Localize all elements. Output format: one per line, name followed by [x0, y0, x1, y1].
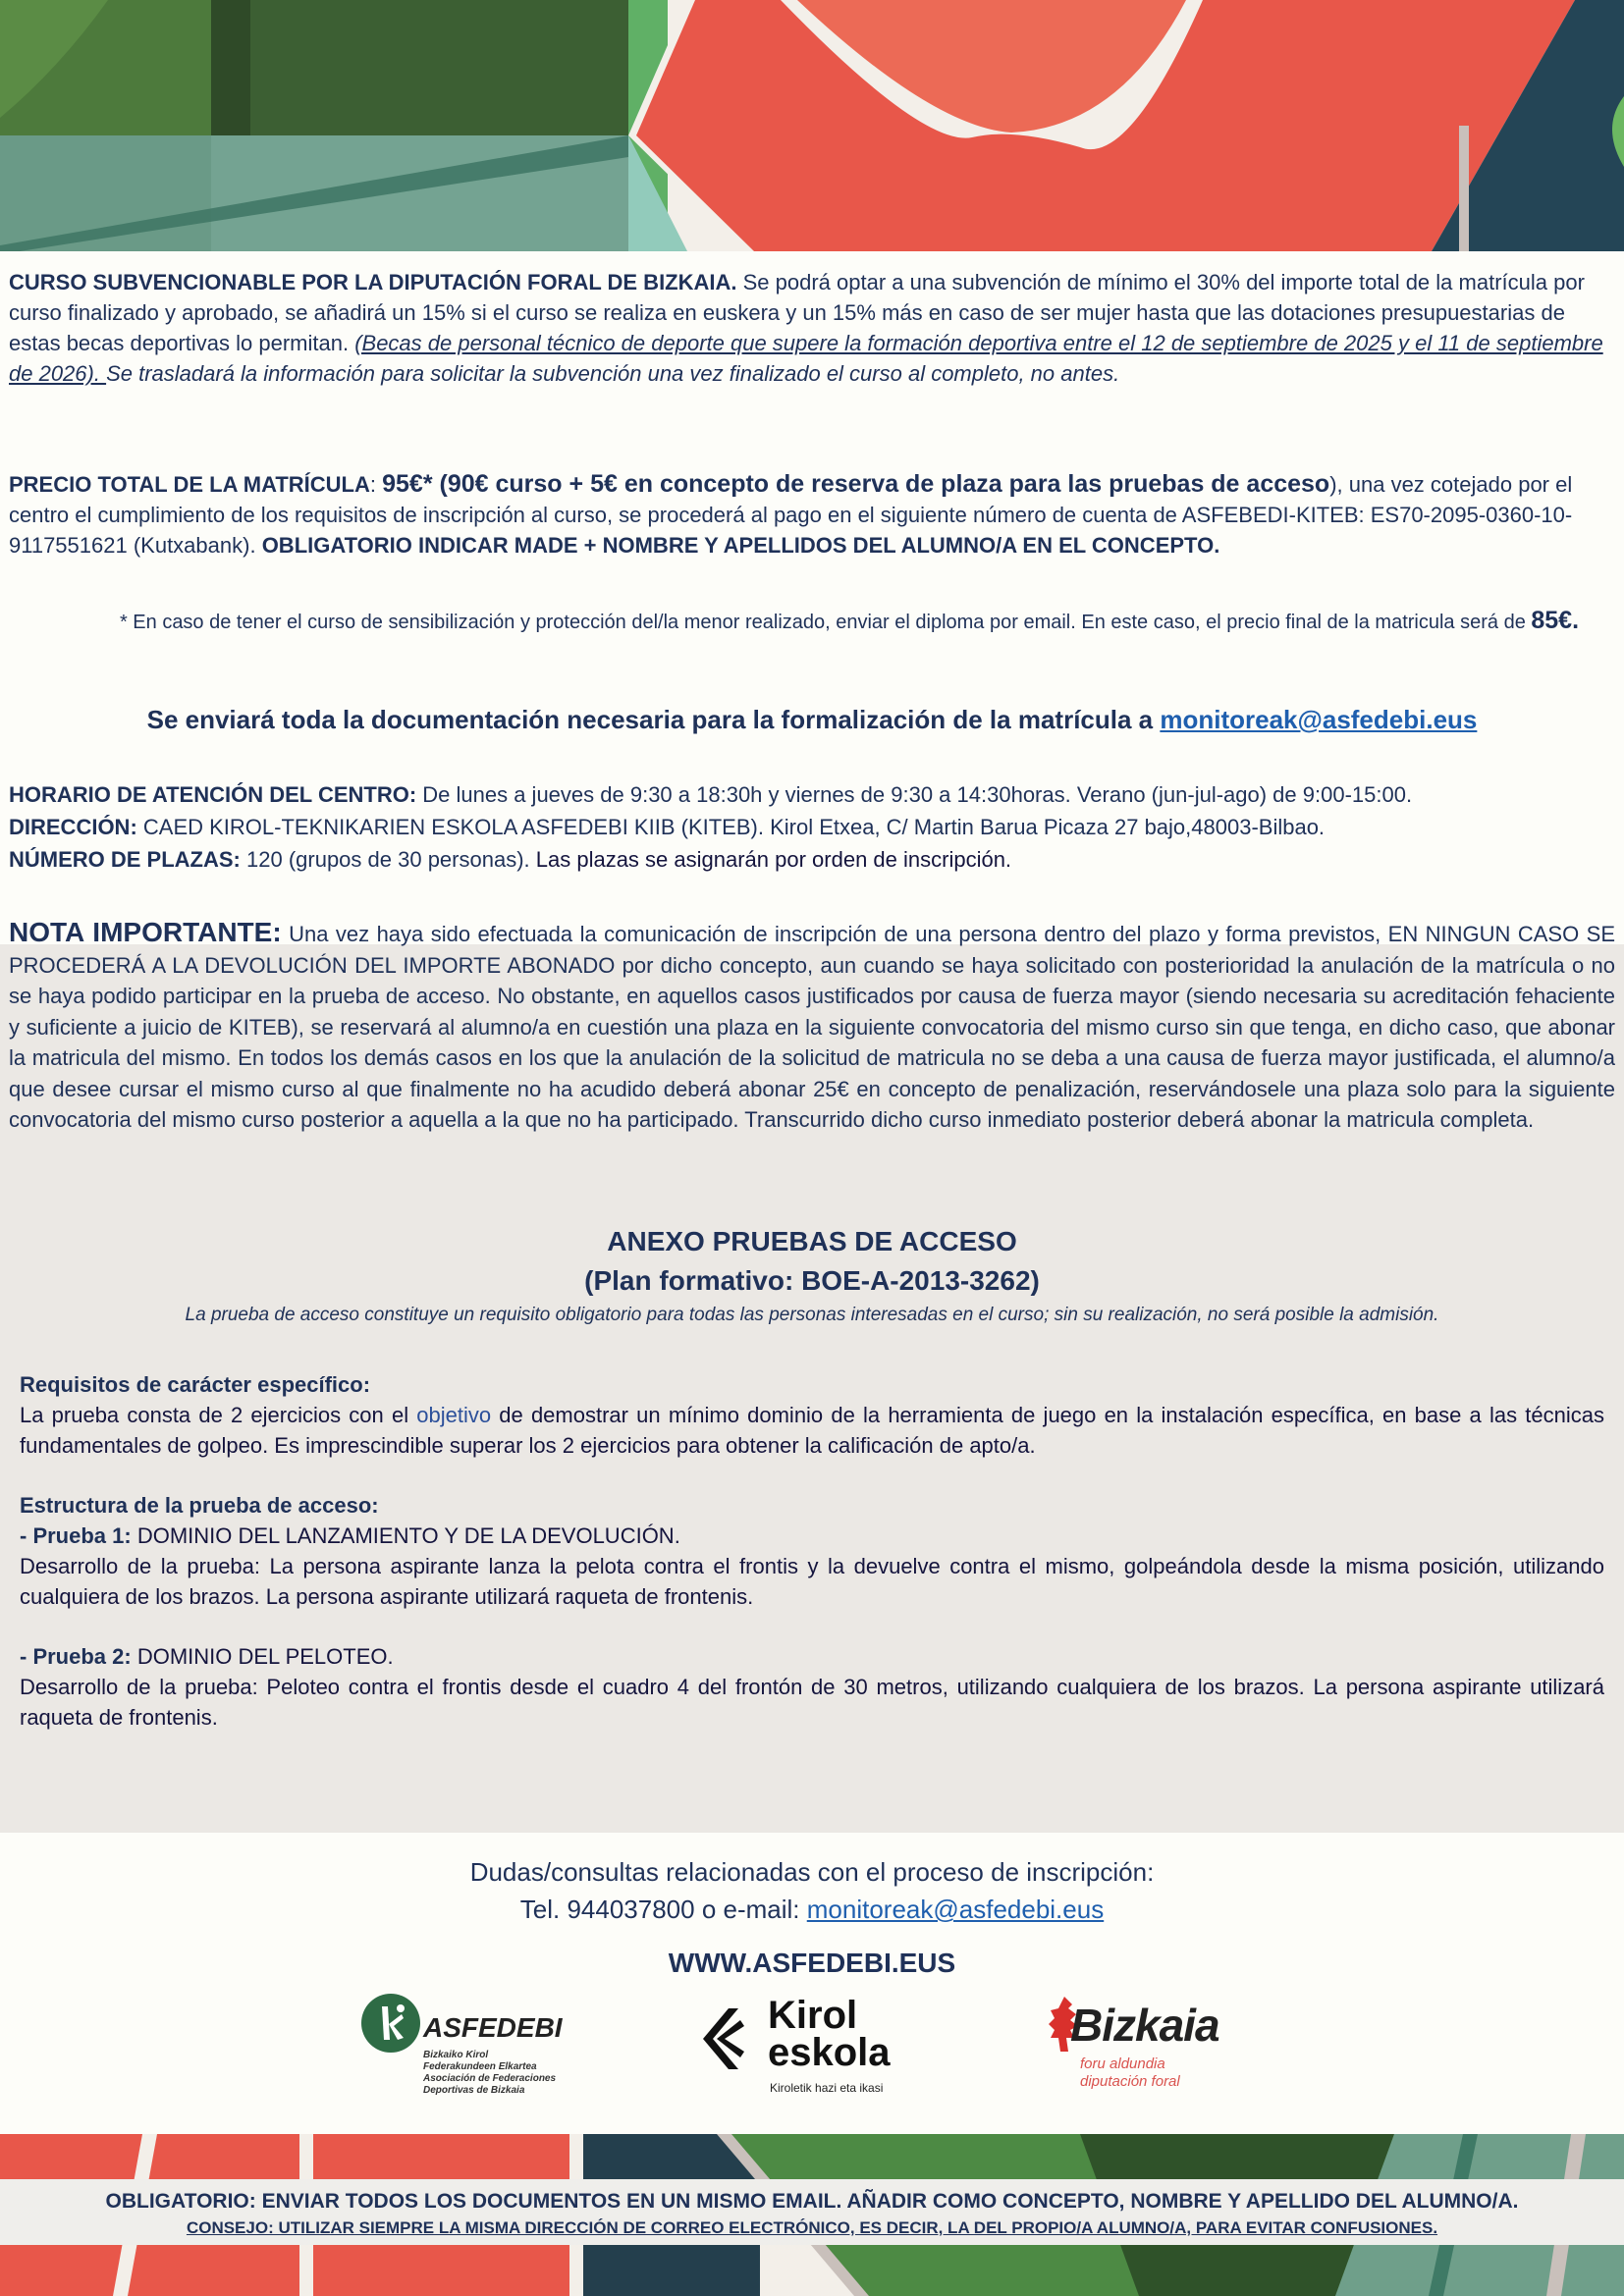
address-value: CAED KIROL-TEKNIKARIEN ESKOLA ASFEDEBI KIIB (KITEB). Kirol Etxea, C/ Martin Barua Picaza 27 bajo,48003-Bilbao. — [136, 815, 1326, 839]
asfedebi-k-icon — [360, 1993, 421, 2054]
price-footnote — [118, 603, 1581, 640]
contact-line-2 — [0, 1891, 1624, 1928]
test-1-desc: Desarrollo de la prueba: La persona aspirante lanza la pelota contra el frontis y la devuelve contra el mismo, golpeándola desde la misma posición, utilizando cualquiera de los brazos. La persona aspirante utilizará raqueta de frontenis. — [20, 1554, 1604, 1609]
price-section — [9, 469, 1615, 561]
requirements-text-b: de demostrar un mínimo dominio de la herramienta de juego en la instalación específica, en base a las técnicas fundamentales de golpeo. Es imprescindible superar los 2 ejercicios para obtener la calificación de apto/a. — [20, 1403, 1604, 1458]
places-label: NÚMERO DE PLAZAS: — [9, 847, 241, 872]
test-1-name: DOMINIO DEL LANZAMIENTO Y DE LA DEVOLUCIÓN. — [131, 1523, 680, 1548]
test-1-label: - Prueba 1: — [20, 1523, 132, 1548]
website-link[interactable]: WWW.ASFEDEBI.EUS — [668, 1948, 956, 1978]
asfedebi-line-4: Deportivas de Bizkaia — [423, 2085, 525, 2096]
bizkaia-line-1: foru aldundia — [1080, 2056, 1165, 2072]
subsidy-section — [9, 267, 1615, 389]
price-text: , una vez cotejado por el centro el cumplimiento de los requisitos de inscripción al curso, se procederá al pago en el siguiente número de cuenta de ASFEBEDI-KITEB: ES70-2095-0360-10-9117551621 (Kutxabank). — [9, 472, 1573, 558]
send-docs-text: Se enviará toda la documentación necesaria para la formalización de la matrícula a — [146, 705, 1161, 734]
test-2-title — [20, 1641, 1604, 1672]
price-label: PRECIO TOTAL DE LA MATRÍCULA — [9, 472, 370, 497]
mandatory-notice: OBLIGATORIO: ENVIAR TODOS LOS DOCUMENTOS EN UN MISMO EMAIL. AÑADIR COMO CONCEPTO, NOMBRE Y APELLIDO DEL ALUMNO/A. — [105, 2190, 1519, 2213]
asfedebi-name: ASFEDEBI — [423, 2012, 563, 2043]
center-info — [9, 778, 1615, 876]
important-note-label: NOTA IMPORTANTE: — [9, 917, 282, 947]
annex-plan: (Plan formativo: BOE-A-2013-3262) — [584, 1265, 1040, 1296]
contact-section — [0, 1853, 1624, 1928]
kirol-eskola-mark-icon — [699, 2006, 744, 2071]
requirements-heading: Requisitos de carácter específico: — [20, 1372, 371, 1397]
bizkaia-subtitle — [1080, 2056, 1180, 2091]
places-value: 120 (grupos de 30 personas). — [240, 847, 536, 872]
contact-line-1: Dudas/consultas relacionadas con el proceso de inscripción: — [469, 1857, 1155, 1887]
asfedebi-subtitle — [423, 2050, 556, 2097]
requirements-text — [20, 1400, 1604, 1461]
contact-phone: Tel. 944037800 o e-mail: — [519, 1895, 807, 1924]
bizkaia-line-2: diputación foral — [1080, 2073, 1180, 2090]
schedule-line — [9, 778, 1615, 811]
contact-email-link[interactable]: monitoreak@asfedebi.eus — [806, 1895, 1105, 1924]
kirol-eskola-wordmark — [768, 1994, 891, 2074]
requirements-text-a: La prueba consta de 2 ejercicios con el — [20, 1403, 417, 1427]
asfedebi-line-1: Bizkaiko Kirol — [423, 2050, 489, 2060]
test-2-label: - Prueba 2: — [20, 1644, 132, 1669]
bizkaia-wordmark: Bizkaia — [1070, 2000, 1219, 2051]
test-1-title — [20, 1521, 1604, 1551]
annex-subtitle: La prueba de acceso constituye un requisito obligatorio para todas las personas interesadas en el curso; sin su realización, no será posible la admisión. — [185, 1305, 1439, 1325]
footnote-price: 85€. — [1531, 607, 1580, 634]
logos-row — [0, 1987, 1624, 2109]
subsidy-text: Se podrá optar a una subvención de mínimo el 30% del importe total de la matrícula por curso finalizado y aprobado, se añadirá un 15% si el curso se realiza en euskera y un 15% más en caso de ser mujer hasta que las dotaciones presupuestarias de estas becas deportivas lo permitan. — [9, 270, 1585, 355]
price-amount: 95€* (90€ curso + 5€ en concepto de reserva de plaza para las pruebas de acceso — [382, 470, 1330, 498]
important-note-text: Una vez haya sido efectuada la comunicación de inscripción de una persona dentro del plazo y forma previstos, EN NINGUN CASO SE PROCEDERÁ A LA DEVOLUCIÓN DEL IMPORTE ABONADO por dicho concepto, aun cuando se haya solicitado con posterioridad la anulación de la matrícula o no se haya podido participar en la prueba de acceso. No obstante, en aquellos casos justificados por causa de fuerza mayor (siendo necesaria su acreditación fehaciente y suficiente a juicio de KITEB), se reservará al alumno/a en cuestión una plaza en la siguiente convocatoria del mismo curso sin que tenga, en dicho caso, que abonar la matricula del mismo. En todos los demás casos en los que la anulación de la solicitud de matricula no se deba a una causa de fuerza mayor justificada, el alumno/a que desee cursar el mismo curso al que finalmente no ha acudido deberá abonar 25€ en concepto de penalización, reservándosele una plaza solo para la siguiente convocatoria del mismo curso posterior a aquella a la que no ha participado. Transcurrido dicho curso inmediato posterior deberá abonar la matricula completa. — [9, 922, 1615, 1132]
send-docs-line — [9, 705, 1615, 735]
asfedebi-line-2: Federakundeen Elkartea — [423, 2061, 537, 2072]
schedule-label: HORARIO DE ATENCIÓN DEL CENTRO: — [9, 782, 417, 807]
address-label: DIRECCIÓN: — [9, 815, 137, 839]
schedule-value: De lunes a jueves de 9:30 a 18:30h y viernes de 9:30 a 14:30horas. Verano (jun-jul-ago) de 9:00-15:00. — [416, 782, 1413, 807]
kirol-eskola-tagline: Kiroletik hazi eta ikasi — [770, 2081, 884, 2095]
email-link[interactable]: monitoreak@asfedebi.eus — [1160, 705, 1478, 734]
kirol-eskola-logo — [693, 1994, 919, 2105]
price-paren: ) — [1329, 472, 1337, 497]
important-note — [9, 917, 1615, 1136]
footnote-text: * En caso de tener el curso de sensibilización y protección del/la menor realizado, enviar el diploma por email. En este caso, el precio final de la matricula será de — [119, 612, 1532, 633]
annex-title: ANEXO PRUEBAS DE ACCESO — [607, 1226, 1017, 1256]
eskola-word: eskola — [768, 2031, 891, 2074]
kirol-word: Kirol — [768, 1994, 858, 2037]
bizkaia-logo — [1045, 1991, 1280, 2104]
requirements-section — [20, 1369, 1604, 1733]
structure-heading: Estructura de la prueba de acceso: — [20, 1493, 379, 1518]
price-colon: : — [369, 472, 383, 497]
address-line — [9, 811, 1615, 843]
advice-notice: CONSEJO: UTILIZAR SIEMPRE LA MISMA DIRECCIÓN DE CORREO ELECTRÓNICO, ES DECIR, LA DEL PROPIO/A ALUMNO/A, PARA EVITAR CONFUSIONES. — [186, 2218, 1438, 2237]
places-line — [9, 843, 1615, 876]
annex-header — [0, 1222, 1624, 1330]
test-2-name: DOMINIO DEL PELOTEO. — [131, 1644, 394, 1669]
test-2-desc: Desarrollo de la prueba: Peloteo contra el frontis desde el cuadro 4 del frontón de 30 metros, utilizando cualquiera de los brazos. La persona aspirante utilizará raqueta de frontenis. — [20, 1675, 1604, 1730]
mandatory-notice-band — [0, 2179, 1624, 2245]
places-tail: Las plazas se asignarán por orden de inscripción. — [535, 847, 1012, 872]
asfedebi-line-3: Asociación de Federaciones — [423, 2073, 557, 2084]
geometric-pattern-icon — [0, 0, 1624, 251]
price-obligatorio: OBLIGATORIO INDICAR MADE + NOMBRE Y APELLIDOS DEL ALUMNO/A EN EL CONCEPTO. — [261, 533, 1220, 558]
subsidy-dates-note: (Becas de personal técnico de deporte que supere la formación deportiva entre el 12 de septiembre de 2025 y el 11 de septiembre de 2026). — [9, 331, 1603, 386]
top-decorative-banner — [0, 0, 1624, 251]
requirements-objective-word: objetivo — [416, 1403, 492, 1427]
asfedebi-logo — [358, 1991, 594, 2104]
subsidy-heading: CURSO SUBVENCIONABLE POR LA DIPUTACIÓN FORAL DE BIZKAIA. — [9, 270, 737, 294]
subsidy-tail: Se trasladará la información para solicitar la subvención una vez finalizado el curso al completo, no antes. — [106, 361, 1120, 386]
